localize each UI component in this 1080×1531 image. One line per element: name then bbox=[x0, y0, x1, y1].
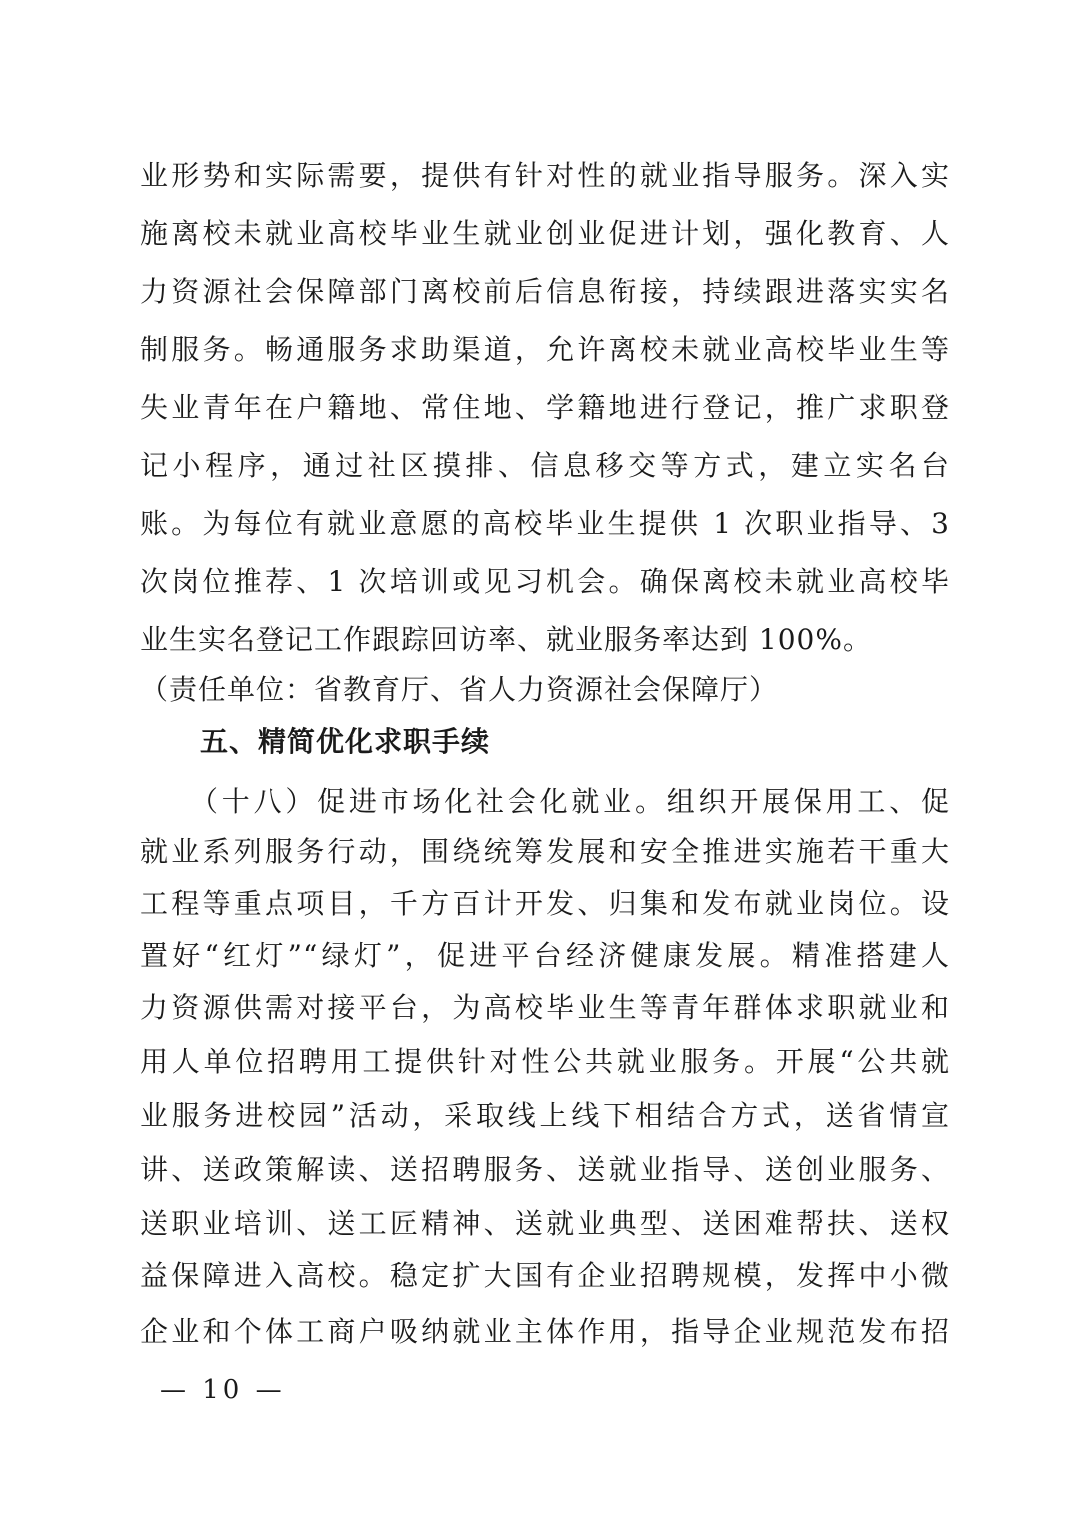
paragraph-line: 工程等重点项目，千方百计开发、归集和发布就业岗位。设 bbox=[140, 887, 950, 920]
paragraph-line: 施离校未就业高校毕业生就业创业促进计划，强化教育、人 bbox=[140, 217, 950, 250]
paragraph-line: 送职业培训、送工匠精神、送就业典型、送困难帮扶、送权 bbox=[140, 1207, 950, 1240]
responsibility-note: （责任单位：省教育厅、省人力资源社会保障厅） bbox=[140, 673, 779, 706]
paragraph-line: 讲、送政策解读、送招聘服务、送就业指导、送创业服务、 bbox=[140, 1153, 950, 1186]
paragraph-line: 账。为每位有就业意愿的高校毕业生提供 1 次职业指导、3 bbox=[140, 507, 950, 540]
paragraph-line: （十八）促进市场化社会化就业。组织开展保用工、促 bbox=[190, 785, 950, 818]
section-heading: 五、精简优化求职手续 bbox=[200, 725, 491, 758]
paragraph-line: 力资源供需对接平台，为高校毕业生等青年群体求职就业和 bbox=[140, 991, 950, 1024]
paragraph-line: 业生实名登记工作跟踪回访率、就业服务率达到 100%。 bbox=[140, 623, 872, 656]
paragraph-line: 记小程序，通过社区摸排、信息移交等方式，建立实名台 bbox=[140, 449, 950, 482]
paragraph-line: 次岗位推荐、1 次培训或见习机会。确保离校未就业高校毕 bbox=[140, 565, 950, 598]
paragraph-line: 业服务进校园”活动，采取线上线下相结合方式，送省情宣 bbox=[140, 1099, 950, 1132]
paragraph-line: 制服务。畅通服务求助渠道，允许离校未就业高校毕业生等 bbox=[140, 333, 950, 366]
paragraph-line: 益保障进入高校。稳定扩大国有企业招聘规模，发挥中小微 bbox=[140, 1259, 950, 1292]
paragraph-line: 用人单位招聘用工提供针对性公共就业服务。开展“公共就 bbox=[140, 1045, 950, 1078]
paragraph-line: 力资源社会保障部门离校前后信息衔接，持续跟进落实实名 bbox=[140, 275, 950, 308]
page-number: — 10 — bbox=[160, 1375, 286, 1405]
paragraph-line: 置好“红灯”“绿灯”，促进平台经济健康发展。精准搭建人 bbox=[140, 939, 950, 972]
paragraph-line: 就业系列服务行动，围绕统筹发展和安全推进实施若干重大 bbox=[140, 835, 950, 868]
paragraph-line: 失业青年在户籍地、常住地、学籍地进行登记，推广求职登 bbox=[140, 391, 950, 424]
paragraph-line: 业形势和实际需要，提供有针对性的就业指导服务。深入实 bbox=[140, 159, 950, 192]
paragraph-line: 企业和个体工商户吸纳就业主体作用，指导企业规范发布招 bbox=[140, 1315, 950, 1348]
